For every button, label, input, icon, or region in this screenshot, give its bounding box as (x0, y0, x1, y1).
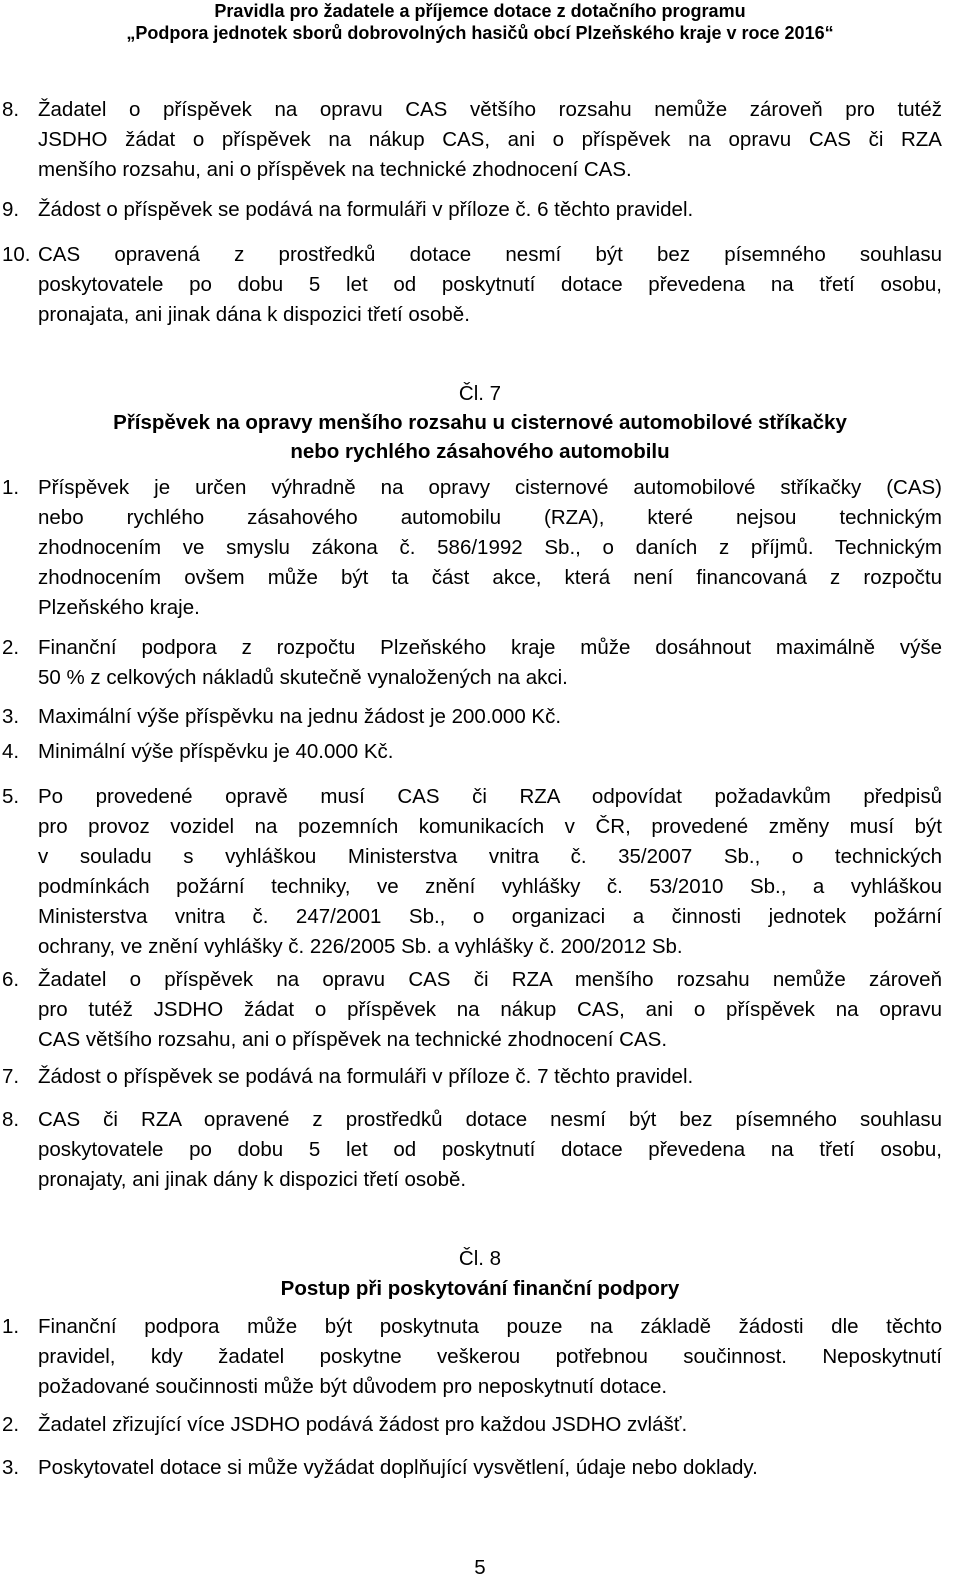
text-line: Finanční podpora může být poskytnuta pouze na základě žádosti dle těchto (38, 1315, 942, 1338)
item-text (38, 737, 942, 767)
item-number: 6. (2, 968, 20, 991)
item-number: 3. (2, 705, 20, 728)
item-number: 1. (2, 476, 20, 499)
article-7-title-line-1: Příspěvek na opravy menšího rozsahu u cisternové automobilové stříkačky (113, 411, 847, 434)
item-text (38, 1410, 942, 1440)
text-line: Po provedené opravě musí CAS či RZA odpovídat požadavkům předpisů (38, 785, 942, 808)
text-line: zhodnocením ve smyslu zákona č. 586/1992 Sb., o daních z příjmů. Technickým (38, 536, 942, 559)
item-number: 9. (2, 198, 20, 221)
item-text (38, 1453, 942, 1483)
item-number: 7. (2, 1065, 20, 1088)
item-number: 2. (2, 636, 20, 659)
item-text (38, 965, 942, 1055)
item-number: 8. (2, 1108, 20, 1131)
item-text (38, 702, 942, 732)
item-text (38, 1312, 942, 1402)
header-line-1: Pravidla pro žadatele a příjemce dotace z dotačního programu (214, 1, 746, 21)
item-text (38, 1105, 942, 1195)
text-line: poskytovatele po dobu 5 let od poskytnutí dotace převedena na třetí osobu, (38, 273, 942, 296)
text-line: Žadatel o příspěvek na opravu CAS většího rozsahu nemůže zároveň pro tutéž (38, 98, 942, 121)
text-line: menšího rozsahu, ani o příspěvek na technické zhodnocení CAS. (38, 158, 632, 181)
text-line: CAS opravená z prostředků dotace nesmí být bez písemného souhlasu (38, 243, 942, 266)
text-line: CAS většího rozsahu, ani o příspěvek na technické zhodnocení CAS. (38, 1028, 668, 1051)
item-text (38, 1062, 942, 1092)
text-line: Finanční podpora z rozpočtu Plzeňského kraje může dosáhnout maximálně výše (38, 636, 942, 659)
text-line: pronajata, ani jinak dána k dispozici třetí osobě. (38, 303, 470, 326)
text-line: Maximální výše příspěvku na jednu žádost je 200.000 Kč. (38, 705, 562, 728)
article-7-title-line-2: nebo rychlého zásahového automobilu (290, 440, 670, 463)
text-line: Žádost o příspěvek se podává na formuláři v příloze č. 6 těchto pravidel. (38, 198, 694, 221)
text-line: Žádost o příspěvek se podává na formuláři v příloze č. 7 těchto pravidel. (38, 1065, 694, 1088)
item-text (38, 240, 942, 330)
text-line: pro provoz vozidel na pozemních komunikacích v ČR, provedené změny musí být (38, 815, 942, 838)
header-line-2: „Podpora jednotek sborů dobrovolných hasičů obcí Plzeňského kraje v roce 2016“ (126, 23, 834, 43)
item-text (38, 195, 942, 225)
text-line: Příspěvek je určen výhradně na opravy cisternové automobilové stříkačky (CAS) (38, 476, 942, 499)
text-line: Plzeňského kraje. (38, 596, 200, 619)
text-line: v souladu s vyhláškou Ministerstva vnitra č. 35/2007 Sb., o technických (38, 845, 942, 868)
item-number: 8. (2, 98, 20, 121)
text-line: požadované součinnosti může být důvodem pro neposkytnutí dotace. (38, 1375, 668, 1398)
text-line: JSDHO žádat o příspěvek na nákup CAS, ani o příspěvek na opravu CAS či RZA (38, 128, 942, 151)
item-text (38, 473, 942, 623)
item-number: 1. (2, 1315, 20, 1338)
text-line: podmínkách požární techniky, ve znění vyhlášky č. 53/2010 Sb., a vyhláškou (38, 875, 942, 898)
article-7-label: Čl. 7 (458, 382, 502, 405)
text-line: 50 % z celkových nákladů skutečně vynaložených na akci. (38, 666, 568, 689)
text-line: Ministerstva vnitra č. 247/2001 Sb., o organizaci a činnosti jednotek požární (38, 905, 942, 928)
text-line: poskytovatele po dobu 5 let od poskytnutí dotace převedena na třetí osobu, (38, 1138, 942, 1161)
article-8-label: Čl. 8 (458, 1247, 502, 1270)
text-line: Žadatel zřizující více JSDHO podává žádost pro každou JSDHO zvlášť. (38, 1413, 688, 1436)
text-line: Poskytovatel dotace si může vyžádat doplňující vysvětlení, údaje nebo doklady. (38, 1456, 758, 1479)
item-text (38, 633, 942, 693)
text-line: Minimální výše příspěvku je 40.000 Kč. (38, 740, 394, 763)
article-8-title: Postup při poskytování finanční podpory (280, 1277, 680, 1300)
text-line: zhodnocením ovšem může být ta část akce, která není financovaná z rozpočtu (38, 566, 942, 589)
text-line: pro tutéž JSDHO žádat o příspěvek na nákup CAS, ani o příspěvek na opravu (38, 998, 942, 1021)
item-number: 4. (2, 740, 20, 763)
text-line: Žadatel o příspěvek na opravu CAS či RZA menšího rozsahu nemůže zároveň (38, 968, 942, 991)
text-line: pronajaty, ani jinak dány k dispozici třetí osobě. (38, 1168, 467, 1191)
item-number: 5. (2, 785, 20, 808)
text-line: nebo rychlého zásahového automobilu (RZA), které nejsou technickým (38, 506, 942, 529)
page-number: 5 (474, 1556, 486, 1579)
item-number: 2. (2, 1413, 20, 1436)
item-text (38, 95, 942, 185)
item-number: 10. (2, 243, 31, 266)
text-line: ochrany, ve znění vyhlášky č. 226/2005 Sb. a vyhlášky č. 200/2012 Sb. (38, 935, 683, 958)
item-number: 3. (2, 1456, 20, 1479)
item-text (38, 782, 942, 962)
text-line: pravidel, kdy žadatel poskytne veškerou potřebnou součinnost. Neposkytnutí (38, 1345, 942, 1368)
text-line: CAS či RZA opravené z prostředků dotace nesmí být bez písemného souhlasu (38, 1108, 942, 1131)
